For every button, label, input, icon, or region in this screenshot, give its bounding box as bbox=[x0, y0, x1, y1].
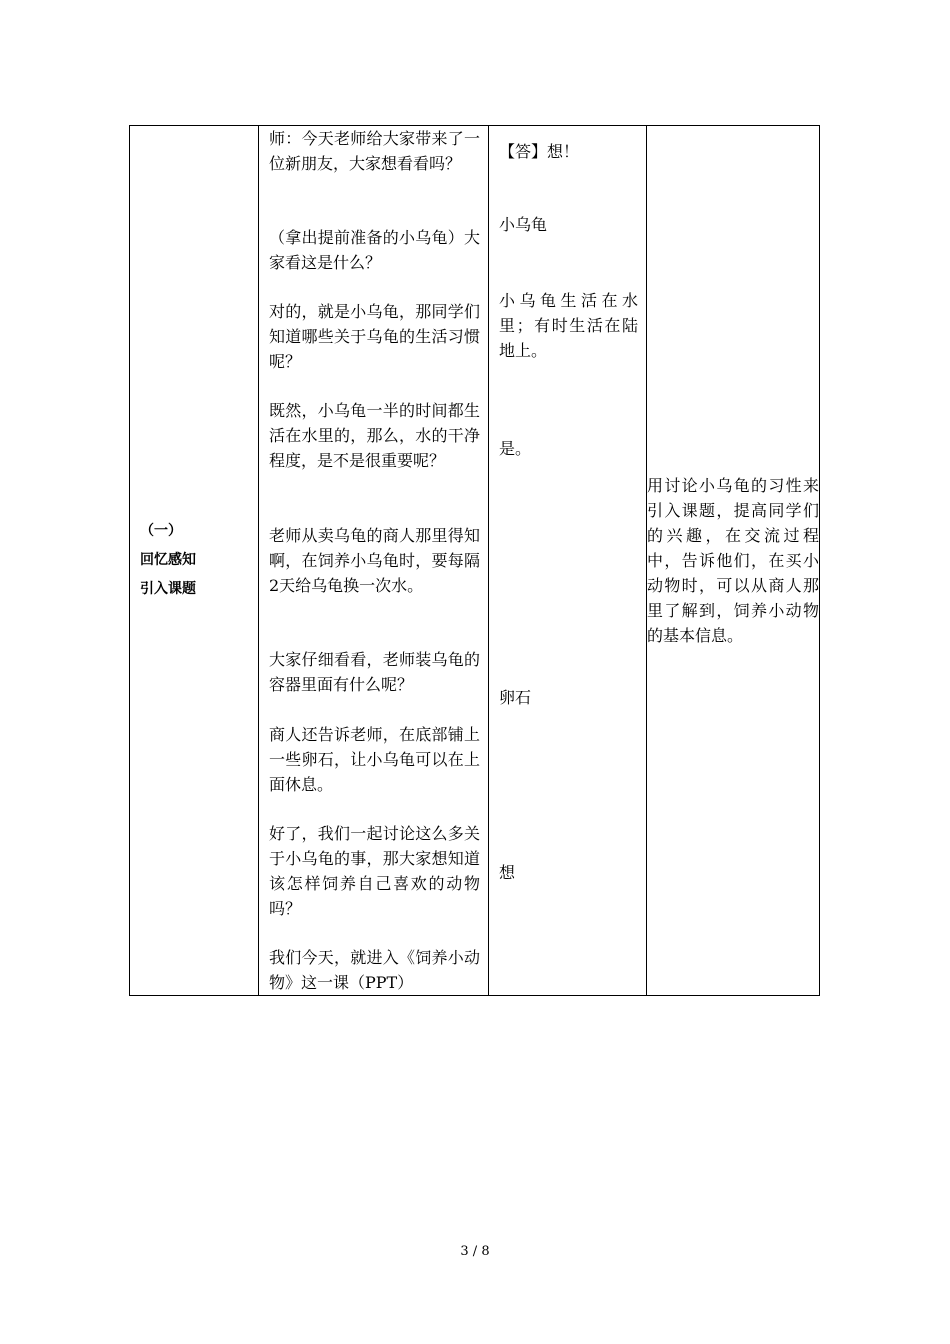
student-response-cell bbox=[489, 126, 647, 996]
teacher-paragraph: 商人还告诉老师，在底部铺上一些卵石，让小乌龟可以在上面休息。 bbox=[269, 725, 480, 794]
student-response: 是。 bbox=[499, 439, 532, 458]
lesson-plan-table bbox=[129, 125, 820, 996]
page-number: 3 / 8 bbox=[460, 1244, 490, 1259]
student-response: 小乌龟 bbox=[499, 215, 548, 234]
teacher-paragraph: （拿出提前准备的小乌龟）大家看这是什么？ bbox=[269, 228, 480, 272]
teacher-paragraph: 既然，小乌龟一半的时间都生活在水里的，那么，水的干净程度，是不是很重要呢？ bbox=[269, 401, 480, 470]
teacher-paragraph: 老师从卖乌龟的商人那里得知啊，在饲养小乌龟时，要每隔2天给乌龟换一次水。 bbox=[269, 526, 480, 595]
teacher-activity-cell bbox=[259, 126, 489, 996]
stage-cell bbox=[130, 126, 259, 996]
teacher-paragraph: 好了，我们一起讨论这么多关于小乌龟的事，那大家想知道该怎样饲养自己喜欢的动物吗？ bbox=[269, 824, 480, 918]
design-intent-cell bbox=[647, 126, 820, 996]
student-response: 小乌龟生活在水里；有时生活在陆地上。 bbox=[499, 291, 638, 360]
teacher-paragraph: 对的，就是小乌龟，那同学们知道哪些关于乌龟的生活习惯呢？ bbox=[269, 302, 480, 371]
teacher-paragraph: 我们今天，就进入《饲养小动物》这一课（PPT） bbox=[269, 948, 480, 992]
student-response: 想 bbox=[499, 863, 516, 882]
stage-title-line1: 回忆感知 bbox=[140, 552, 196, 568]
table-row bbox=[130, 126, 820, 996]
stage-title-line2: 引入课题 bbox=[140, 581, 196, 597]
student-response: 卵石 bbox=[499, 688, 532, 707]
student-response: 【答】想！ bbox=[499, 142, 580, 161]
design-intent-text: 用讨论小乌龟的习性来引入课题，提高同学们的兴趣，在交流过程中，告诉他们，在买小动物时，可以从商人那里了解到，饲养小动物的基本信息。 bbox=[647, 476, 819, 645]
teacher-paragraph: 师：今天老师给大家带来了一位新朋友，大家想看看吗？ bbox=[269, 129, 480, 173]
teacher-paragraph: 大家仔细看看，老师装乌龟的容器里面有什么呢？ bbox=[269, 650, 480, 694]
stage-number: （一） bbox=[140, 523, 182, 539]
